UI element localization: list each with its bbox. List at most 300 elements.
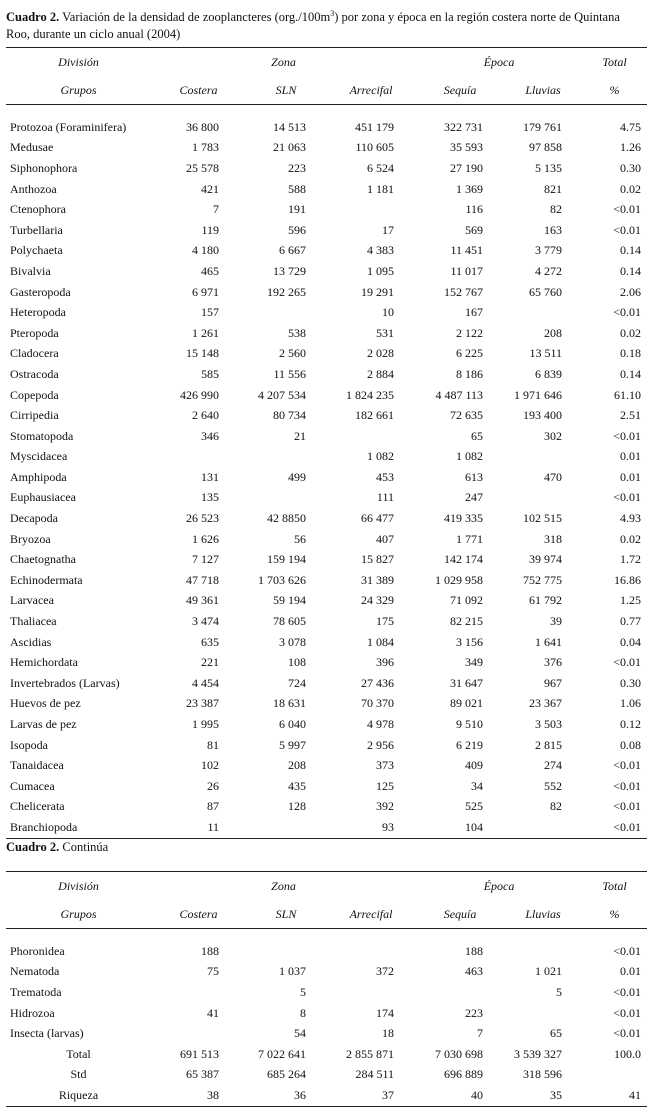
header-lluvias: Lluvias — [525, 906, 561, 921]
table-row — [6, 735, 647, 756]
cell-value: 11 017 — [450, 263, 484, 278]
cell-value — [582, 1065, 647, 1086]
cell-value: 13 729 — [273, 263, 306, 278]
cell-value — [151, 1023, 246, 1044]
cell-value: <0.01 — [613, 305, 642, 320]
cell-value: 175 — [376, 614, 395, 629]
cell-value: 188 — [465, 943, 484, 958]
cell-value: 159 194 — [267, 552, 306, 567]
cell-value: 426 990 — [180, 387, 219, 402]
table-row — [6, 797, 647, 818]
cell-value: 2 884 — [367, 366, 395, 381]
row-label: Hidrozoa — [10, 1005, 55, 1020]
cell-value: <0.01 — [613, 943, 642, 958]
table-row — [6, 467, 647, 488]
cell-value: 14 513 — [273, 119, 306, 134]
cell-value: 1.26 — [620, 140, 642, 155]
cell-value: 21 063 — [273, 140, 306, 155]
row-label: Total — [66, 1046, 91, 1061]
row-label: Invertebrados (Larvas) — [10, 675, 120, 690]
cell-value: 26 — [207, 778, 219, 793]
cell-value: 23 387 — [186, 696, 219, 711]
cell-value: 93 — [382, 819, 395, 834]
cell-value: 685 264 — [267, 1067, 306, 1082]
cell-value: 2 028 — [367, 346, 395, 361]
summary-row — [6, 1065, 647, 1086]
header-grupos: Grupos — [60, 906, 97, 921]
table-row — [6, 344, 647, 365]
cell-value: 49 361 — [186, 593, 219, 608]
cell-value: 65 387 — [186, 1067, 219, 1082]
cell-value: <0.01 — [613, 490, 642, 505]
cell-value: 27 436 — [361, 675, 395, 690]
cell-value: 1.06 — [620, 696, 642, 711]
cell-value: 89 021 — [450, 696, 484, 711]
cell-value: 40 — [471, 1087, 484, 1102]
cell-value: 18 — [382, 1026, 395, 1041]
cell-value: 80 734 — [273, 408, 306, 423]
cell-value: 453 — [376, 469, 395, 484]
cell-value: 208 — [288, 758, 306, 773]
cell-value: 65 — [550, 1026, 563, 1041]
cell-value: 8 — [300, 1005, 306, 1020]
header-lluvias: Lluvias — [525, 82, 561, 97]
cell-value: 5 997 — [279, 737, 306, 752]
table-row — [6, 117, 647, 138]
cell-value: 0.02 — [620, 181, 642, 196]
cell-value: 7 — [213, 202, 219, 217]
cell-value: 435 — [288, 778, 306, 793]
cell-value: 1.25 — [620, 593, 642, 608]
cell-value: 1 261 — [192, 325, 219, 340]
cell-value: 7 022 641 — [258, 1046, 306, 1061]
cell-value: 223 — [465, 1005, 484, 1020]
cell-value: 284 511 — [355, 1067, 395, 1082]
cell-value: 1 783 — [192, 140, 219, 155]
cell-value: 569 — [465, 222, 484, 237]
cell-value: 967 — [544, 675, 563, 690]
cell-value: 192 265 — [267, 284, 306, 299]
cell-value: 4 383 — [367, 243, 395, 258]
row-label: Ostracoda — [10, 366, 59, 381]
cell-value: <0.01 — [613, 984, 642, 999]
cell-value: 274 — [544, 758, 563, 773]
table-row — [6, 549, 647, 570]
cell-value: 39 974 — [529, 552, 563, 567]
cell-value: <0.01 — [613, 1005, 642, 1020]
table-row — [6, 817, 647, 838]
cell-value: 0.02 — [620, 531, 642, 546]
cell-value: 25 578 — [186, 160, 219, 175]
cell-value: 56 — [294, 531, 306, 546]
cell-value: 16.86 — [614, 572, 642, 587]
cell-value: 81 — [207, 737, 219, 752]
cell-value: 349 — [465, 655, 484, 670]
table-row — [6, 694, 647, 715]
cell-value: 635 — [201, 634, 219, 649]
row-label: Std — [70, 1067, 87, 1082]
cell-value: 1 095 — [367, 263, 395, 278]
cell-value: 31 389 — [361, 572, 395, 587]
cell-value: 193 400 — [523, 408, 563, 423]
cell-value: 15 148 — [186, 346, 219, 361]
table-row — [6, 302, 647, 323]
row-label: Siphonophora — [10, 160, 78, 175]
cell-value: 724 — [288, 675, 306, 690]
cell-value: 6 839 — [535, 366, 563, 381]
cell-value: 21 — [294, 428, 306, 443]
row-label: Medusae — [10, 140, 54, 155]
cell-value: 87 — [207, 799, 219, 814]
table-row — [6, 385, 647, 406]
header-epoca: Época — [483, 878, 515, 893]
header-sequia: Sequía — [443, 82, 477, 97]
cell-value — [246, 488, 326, 509]
row-label: Huevos de pez — [10, 696, 81, 711]
table-row — [6, 776, 647, 797]
cell-value: 9 510 — [456, 717, 484, 732]
zooplankton-table — [6, 47, 647, 839]
cell-value: 208 — [544, 325, 563, 340]
cell-value: 4 272 — [535, 263, 563, 278]
cell-value: 409 — [465, 758, 484, 773]
cell-value: 2 956 — [367, 737, 395, 752]
cell-value: 691 513 — [180, 1046, 219, 1061]
cell-value: 152 767 — [444, 284, 484, 299]
header-percent: % — [609, 82, 620, 97]
cell-value: 5 — [556, 984, 563, 999]
cell-value: 61 792 — [529, 593, 563, 608]
cell-value: 1 181 — [367, 181, 395, 196]
cell-value: 1 029 958 — [435, 572, 484, 587]
cell-value: 11 — [207, 819, 219, 834]
row-label: Ascidias — [10, 634, 52, 649]
table-row — [6, 529, 647, 550]
caption-label: Cuadro 2. — [6, 10, 60, 25]
row-label: Chaetognatha — [10, 552, 76, 567]
cell-value: 3 156 — [456, 634, 484, 649]
cell-value: 2 122 — [456, 325, 484, 340]
cell-value: 752 775 — [523, 572, 563, 587]
cell-value: 613 — [465, 469, 484, 484]
cell-value: 531 — [376, 325, 395, 340]
cell-value: 15 827 — [361, 552, 395, 567]
cell-value: 6 971 — [192, 284, 219, 299]
row-label: Bivalvia — [10, 263, 51, 278]
continuation-text: Continúa — [59, 840, 109, 854]
cell-value: 1 771 — [456, 531, 484, 546]
cell-value — [151, 447, 246, 468]
continuation-label: Cuadro 2. — [6, 840, 60, 854]
table-row — [6, 962, 647, 983]
row-label: Cirripedia — [10, 408, 59, 423]
cell-value: 182 661 — [355, 408, 395, 423]
cell-value: 0.01 — [620, 469, 642, 484]
cell-value: 100.0 — [614, 1046, 642, 1061]
header-grupos: Grupos — [60, 82, 97, 97]
cell-value: 4 978 — [367, 717, 395, 732]
cell-value: 3 779 — [535, 243, 563, 258]
cell-value: 10 — [382, 305, 395, 320]
cell-value — [504, 447, 582, 468]
row-label: Riqueza — [58, 1087, 99, 1102]
cell-value: 37 — [382, 1087, 395, 1102]
table-row — [6, 405, 647, 426]
cell-value: <0.01 — [613, 799, 642, 814]
cell-value — [151, 982, 246, 1003]
cell-value: 47 718 — [186, 572, 219, 587]
table-row — [6, 220, 647, 241]
cell-value: <0.01 — [613, 819, 642, 834]
cell-value: 41 — [207, 1005, 219, 1020]
row-label: Stomatopoda — [10, 428, 74, 443]
cell-value — [326, 941, 416, 962]
cell-value: 585 — [201, 366, 219, 381]
table-row — [6, 282, 647, 303]
cell-value: 0.30 — [620, 675, 642, 690]
cell-value: 1.72 — [620, 552, 642, 567]
cell-value: 36 — [294, 1087, 306, 1102]
table-row — [6, 652, 647, 673]
cell-value: 4 207 534 — [258, 387, 306, 402]
cell-value: 0.77 — [620, 614, 642, 629]
cell-value: 1 369 — [456, 181, 484, 196]
cell-value: 346 — [201, 428, 219, 443]
header-arrecifal: Arrecifal — [349, 82, 393, 97]
cell-value: 0.18 — [620, 346, 642, 361]
cell-value: 116 — [465, 202, 484, 217]
cell-value: 223 — [288, 160, 306, 175]
cell-value: 163 — [544, 222, 563, 237]
cell-value: 821 — [544, 181, 563, 196]
table-row — [6, 508, 647, 529]
cell-value: 110 605 — [355, 140, 395, 155]
row-label: Cumacea — [10, 778, 55, 793]
cell-value: 451 179 — [355, 119, 395, 134]
cell-value: 3 503 — [535, 717, 563, 732]
cell-value: 82 — [550, 202, 563, 217]
cell-value: 1 824 235 — [346, 387, 395, 402]
cell-value: 696 889 — [444, 1067, 484, 1082]
header-sln: SLN — [275, 906, 297, 921]
cell-value: 65 760 — [529, 284, 563, 299]
cell-value: 7 127 — [192, 552, 219, 567]
table-row — [6, 673, 647, 694]
cell-value: 19 291 — [361, 284, 395, 299]
row-label: Trematoda — [10, 984, 62, 999]
table-row — [6, 591, 647, 612]
row-label: Echinodermata — [10, 572, 83, 587]
cell-value: 125 — [376, 778, 395, 793]
header-sequia: Sequía — [443, 906, 477, 921]
cell-value: 128 — [288, 799, 306, 814]
row-label: Larvacea — [10, 593, 54, 608]
cell-value: 102 515 — [523, 511, 563, 526]
table-row — [6, 364, 647, 385]
cell-value: 3 539 327 — [514, 1046, 563, 1061]
cell-value: 26 523 — [186, 511, 219, 526]
cell-value: 1 037 — [279, 964, 306, 979]
cell-value: 463 — [465, 964, 484, 979]
header-total: Total — [602, 54, 627, 69]
header-arrecifal: Arrecifal — [349, 906, 393, 921]
header-sln: SLN — [275, 82, 297, 97]
row-label: Euphausiacea — [10, 490, 76, 505]
cell-value: 0.14 — [620, 243, 642, 258]
header-costera: Costera — [179, 906, 218, 921]
cell-value: <0.01 — [613, 202, 642, 217]
row-label: Heteropoda — [10, 305, 66, 320]
cell-value: 6 040 — [279, 717, 306, 732]
cell-value: 0.02 — [620, 325, 642, 340]
row-label: Chelicerata — [10, 799, 65, 814]
cell-value — [504, 817, 582, 838]
cell-value: 0.01 — [620, 964, 642, 979]
cell-value: 4 487 113 — [435, 387, 484, 402]
cell-value: 59 194 — [273, 593, 306, 608]
header-division: División — [58, 54, 99, 69]
cell-value: 18 631 — [273, 696, 306, 711]
caption-text-end: ) por zona y época en la región costera norte de Quintana Roo, durante un ciclo anual (2004) — [6, 10, 620, 42]
table-row — [6, 323, 647, 344]
cell-value: 102 — [201, 758, 219, 773]
table-row — [6, 241, 647, 262]
cell-value: 0.14 — [620, 366, 642, 381]
cell-value: 179 761 — [523, 119, 563, 134]
cell-value: 17 — [382, 222, 395, 237]
table-row — [6, 179, 647, 200]
cell-value: <0.01 — [613, 428, 642, 443]
cell-value: 2 560 — [279, 346, 306, 361]
cell-value — [246, 941, 326, 962]
row-label: Copepoda — [10, 387, 59, 402]
continuation-caption — [6, 840, 108, 855]
row-label: Larvas de pez — [10, 717, 77, 732]
header-costera: Costera — [179, 82, 218, 97]
cell-value: 104 — [465, 819, 484, 834]
cell-value: <0.01 — [613, 778, 642, 793]
cell-value — [326, 426, 416, 447]
header-zona: Zona — [271, 54, 296, 69]
summary-row — [6, 1085, 647, 1106]
row-label: Polychaeta — [10, 243, 63, 258]
header-total: Total — [602, 878, 627, 893]
table-header-continued — [6, 872, 647, 929]
cell-value: 78 605 — [273, 614, 306, 629]
cell-value: 0.30 — [620, 160, 642, 175]
cell-value: 4.93 — [620, 511, 642, 526]
cell-value: 97 858 — [529, 140, 563, 155]
cell-value — [326, 982, 416, 1003]
cell-value: 419 335 — [444, 511, 484, 526]
row-label: Isopoda — [10, 737, 48, 752]
cell-value: 318 596 — [523, 1067, 563, 1082]
cell-value — [504, 302, 582, 323]
table-row — [6, 138, 647, 159]
cell-value: 11 451 — [450, 243, 484, 258]
cell-value: 322 731 — [444, 119, 484, 134]
row-label: Turbellaria — [10, 222, 63, 237]
header-zona: Zona — [271, 878, 296, 893]
cell-value: 538 — [288, 325, 306, 340]
table-row — [6, 447, 647, 468]
cell-value: 407 — [376, 531, 395, 546]
header-percent: % — [609, 906, 620, 921]
row-label: Bryozoa — [10, 531, 51, 546]
cell-value: 41 — [629, 1087, 642, 1102]
cell-value: 3 078 — [279, 634, 306, 649]
cell-value: 596 — [288, 222, 306, 237]
cell-value: 470 — [544, 469, 563, 484]
cell-value: 318 — [544, 531, 563, 546]
table-row — [6, 199, 647, 220]
cell-value: 0.04 — [620, 634, 642, 649]
cell-value — [504, 1003, 582, 1024]
cell-value: 465 — [201, 263, 219, 278]
cell-value: 247 — [465, 490, 484, 505]
row-label: Phoronidea — [10, 943, 65, 958]
cell-value: 191 — [288, 202, 306, 217]
table-row — [6, 426, 647, 447]
cell-value: 24 329 — [361, 593, 395, 608]
cell-value: 82 — [550, 799, 563, 814]
cell-value: 392 — [376, 799, 395, 814]
row-label: Hemichordata — [10, 655, 78, 670]
cell-value: 31 647 — [450, 675, 484, 690]
cell-value: 1 084 — [367, 634, 395, 649]
row-label: Amphipoda — [10, 469, 67, 484]
cell-value: 35 593 — [450, 140, 484, 155]
cell-value: 8 186 — [456, 366, 484, 381]
cell-value — [416, 982, 504, 1003]
header-division: División — [58, 878, 99, 893]
cell-value: 1 971 646 — [514, 387, 563, 402]
row-label: Insecta (larvas) — [10, 1026, 84, 1041]
cell-value — [504, 941, 582, 962]
cell-value: 1 082 — [456, 449, 484, 464]
cell-value: <0.01 — [613, 758, 642, 773]
cell-value: 1 021 — [535, 964, 563, 979]
row-label: Anthozoa — [10, 181, 57, 196]
cell-value: 65 — [471, 428, 484, 443]
table-row — [6, 982, 647, 1003]
row-label: Decapoda — [10, 511, 58, 526]
cell-value: 7 — [477, 1026, 484, 1041]
cell-value: 588 — [288, 181, 306, 196]
cell-value: 167 — [465, 305, 484, 320]
cell-value: 6 667 — [279, 243, 306, 258]
cell-value: 34 — [471, 778, 484, 793]
row-label: Cladocera — [10, 346, 59, 361]
table-row — [6, 632, 647, 653]
cell-value: 38 — [207, 1087, 219, 1102]
cell-value: 27 190 — [450, 160, 484, 175]
cell-value: 0.12 — [620, 717, 642, 732]
cell-value: 157 — [201, 305, 219, 320]
cell-value: 2.06 — [620, 284, 642, 299]
cell-value: 72 635 — [450, 408, 484, 423]
caption-text: Variación de la densidad de zooplancteres (org./100m — [59, 10, 331, 25]
cell-value: 2.51 — [620, 408, 642, 423]
cell-value: 1 641 — [535, 634, 563, 649]
cell-value — [246, 817, 326, 838]
cell-value: 1 703 626 — [258, 572, 306, 587]
cell-value: 13 511 — [529, 346, 563, 361]
table-row — [6, 714, 647, 735]
cell-value: 0.01 — [620, 449, 642, 464]
cell-value: 5 135 — [535, 160, 563, 175]
table-row — [6, 261, 647, 282]
